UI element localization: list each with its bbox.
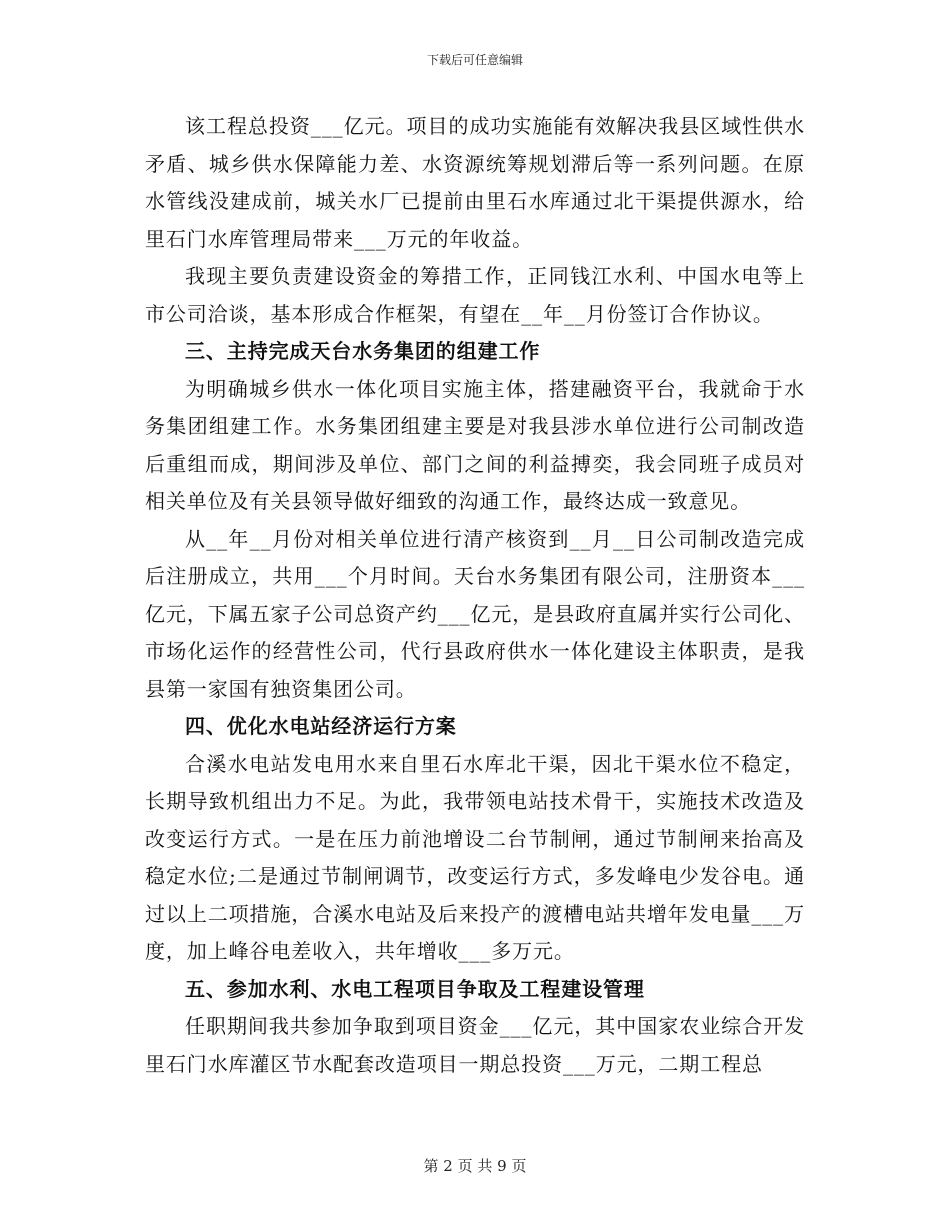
paragraph: 从__年__月份对相关单位进行清产核资到__月__日公司制改造完成后注册成立，共用___个月时间。天台水务集团有限公司，注册资本___亿元，下属五家子公司总资产约___亿元，是县政府直属并实行公司化、市场化运作的经营性公司，代行县政府供水一体化建设主体职责，是我县第一家国有独资集团公司。: [145, 526, 805, 701]
paragraph: 该工程总投资___亿元。项目的成功实施能有效解决我县区域性供水矛盾、城乡供水保障能力差、水资源统筹规划滞后等一系列问题。在原水管线没建成前，城关水厂已提前由里石水库通过北干渠提供源水，给里石门水库管理局带来___万元的年收益。: [145, 114, 805, 251]
section-heading: 四、优化水电站经济运行方案: [185, 714, 457, 738]
paragraph: 合溪水电站发电用水来自里石水库北干渠，因北干渠水位不稳定，长期导致机组出力不足。为此，我带领电站技术骨干，实施技术改造及改变运行方式。一是在压力前池增设二台节制闸，通过节制闸来抬高及稳定水位;二是通过节制闸调节，改变运行方式，多发峰电少发谷电。通过以上二项措施，合溪水电站及后来投产的渡槽电站共增年发电量___万度，加上峰谷电差收入，共年增收___多万元。: [145, 751, 805, 963]
paragraph: 为明确城乡供水一体化项目实施主体，搭建融资平台，我就命于水务集团组建工作。水务集团组建主要是对我县涉水单位进行公司制改造后重组而成，期间涉及单位、部门之间的利益搏奕，我会同班子成员对相关单位及有关县领导做好细致的沟通工作，最终达成一致意见。: [145, 376, 805, 513]
paragraph: 任职期间我共参加争取到项目资金___亿元，其中国家农业综合开发里石门水库灌区节水配套改造项目一期总投资___万元，二期工程总: [145, 1014, 805, 1076]
page-header: 下载后可任意编辑: [426, 53, 523, 67]
paragraph: 我现主要负责建设资金的筹措工作，正同钱江水利、中国水电等上市公司洽谈，基本形成合作框架，有望在__年__月份签订合作协议。: [145, 264, 805, 326]
page-number-footer: 第 2 页 共 9 页: [423, 1157, 527, 1175]
section-heading: 三、主持完成天台水务集团的组建工作: [185, 339, 541, 363]
section-heading: 五、参加水利、水电工程项目争取及工程建设管理: [185, 976, 645, 1001]
document-body: [145, 108, 805, 1083]
